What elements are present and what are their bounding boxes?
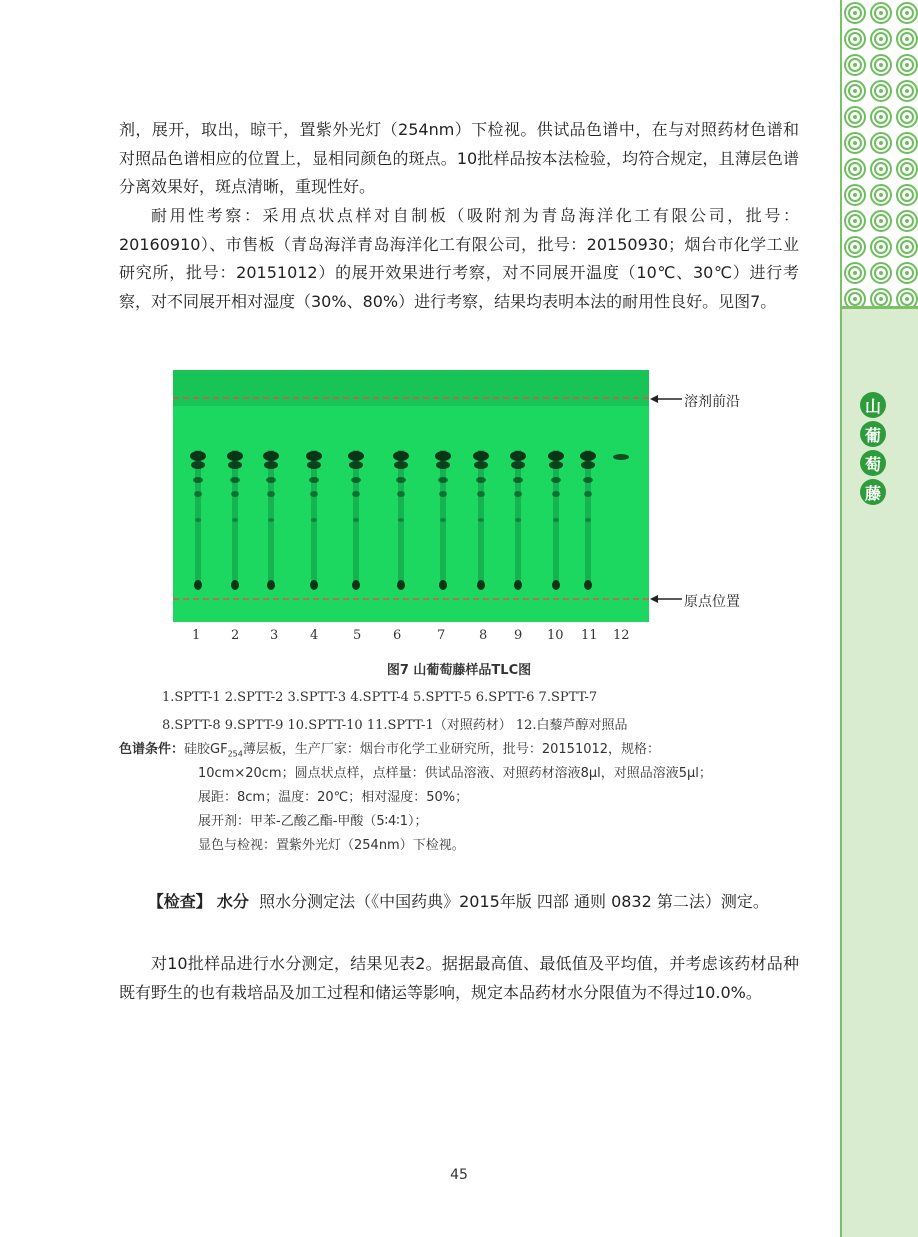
- tlc-spot: [439, 491, 447, 497]
- check-heading: 【检查】: [147, 892, 212, 911]
- lane-number: 8: [479, 628, 488, 643]
- check-paragraph: [119, 888, 799, 917]
- tlc-spot: [349, 461, 363, 469]
- lane-number: 3: [270, 628, 279, 643]
- sample-legend-line: 1.SPTT-1 2.SPTT-2 3.SPTT-3 4.SPTT-4 5.SPTT-5 6.SPTT-6 7.SPTT-7: [162, 690, 598, 705]
- conditions-line: 展距：8cm；温度：20℃；相对湿度：50%；: [198, 790, 469, 805]
- tlc-spot: [263, 451, 279, 461]
- tlc-spot: [190, 451, 206, 461]
- tlc-spot: [310, 580, 318, 590]
- tlc-spot: [584, 491, 592, 497]
- lane-number: 4: [310, 628, 319, 643]
- lane-number: 9: [514, 628, 523, 643]
- tlc-spot: [548, 451, 564, 461]
- paragraph-2: 耐用性考察：采用点状点样对自制板（吸附剂为青岛海洋化工有限公司，批号：20160910）、市售板（青岛海洋青岛海洋化工有限公司，批号：20150930；烟台市化学工业研究所，批号：20151012）的展开效果进行考察，对不同展开温度（10℃、30℃）进行考察，对不同展开相对湿度（30%、80%）进行考察，结果均表明本法的耐用性良好。见图7。: [119, 206, 799, 311]
- tlc-spot: [549, 461, 563, 469]
- tlc-spot: [552, 491, 560, 497]
- lane-number: 7: [437, 628, 446, 643]
- tlc-spot: [268, 518, 274, 522]
- conditions-line: [119, 738, 660, 759]
- tlc-spot: [394, 461, 408, 469]
- band-divider: [842, 306, 918, 309]
- side-title-char: 藤: [860, 479, 886, 505]
- tlc-spot: [398, 518, 404, 522]
- lane-number: 2: [231, 628, 240, 643]
- page-number: 45: [450, 1167, 468, 1183]
- side-title: [860, 392, 890, 508]
- tlc-spot: [227, 451, 243, 461]
- side-title-char: 萄: [860, 450, 886, 476]
- tlc-spot: [231, 580, 239, 590]
- lane-number: 1: [192, 628, 201, 643]
- side-title-char: 山: [860, 392, 886, 418]
- tlc-spot: [191, 461, 205, 469]
- tlc-spot: [436, 461, 450, 469]
- tlc-spot: [267, 580, 275, 590]
- conditions-line: 显色与检视：置紫外光灯（254nm）下检视。: [198, 838, 465, 853]
- lane-number: 10: [547, 628, 564, 643]
- tlc-spot: [348, 451, 364, 461]
- tlc-spot: [584, 580, 592, 590]
- tlc-spot: [264, 461, 278, 469]
- tlc-spot: [551, 477, 561, 483]
- tlc-spot: [393, 451, 409, 461]
- lane-number: 6: [393, 628, 402, 643]
- tlc-spot: [310, 491, 318, 497]
- check-item: 水分: [216, 892, 249, 911]
- arrow-left-icon: [650, 592, 682, 606]
- lane-number: 12: [613, 628, 630, 643]
- tlc-spot: [580, 451, 596, 461]
- lane-number: 5: [353, 628, 362, 643]
- tlc-spot: [309, 477, 319, 483]
- conditions-subscript: 254: [227, 749, 243, 759]
- tlc-spot: [510, 451, 526, 461]
- reference-spot: [613, 454, 629, 460]
- tlc-spot: [438, 477, 448, 483]
- side-title-char: 葡: [860, 421, 886, 447]
- check-text: 照水分测定法（《中国药典》2015年版 四部 通则 0832 第二法）测定。: [259, 892, 769, 911]
- conditions-text: 薄层板，生产厂家：烟台市化学工业研究所，批号：20151012，规格：: [242, 742, 661, 757]
- tlc-spot: [473, 451, 489, 461]
- tlc-spot: [232, 518, 238, 522]
- tlc-spot: [476, 477, 486, 483]
- tlc-spot: [585, 518, 591, 522]
- tlc-spot: [306, 451, 322, 461]
- tlc-spot: [307, 461, 321, 469]
- tlc-spot: [477, 491, 485, 497]
- tlc-spot: [513, 477, 523, 483]
- tlc-spot: [193, 477, 203, 483]
- tlc-spot: [515, 518, 521, 522]
- tlc-spot: [553, 518, 559, 522]
- conditions-line: 10cm×20cm；圆点状点样，点样量：供试品溶液、对照药材溶液8μl，对照品溶液5μl；: [198, 766, 712, 781]
- tlc-spot: [478, 518, 484, 522]
- lane-number: 11: [581, 628, 598, 643]
- tlc-spot: [514, 491, 522, 497]
- cloud-pattern-decoration: [842, 0, 918, 308]
- tlc-spot: [514, 580, 522, 590]
- tlc-spot: [474, 461, 488, 469]
- tlc-spot: [266, 477, 276, 483]
- tlc-spot: [396, 477, 406, 483]
- origin-label: 原点位置: [684, 594, 740, 610]
- tlc-spot: [194, 580, 202, 590]
- tlc-spot: [228, 461, 242, 469]
- tlc-spot: [194, 491, 202, 497]
- tlc-spot: [231, 491, 239, 497]
- conditions-label: 色谱条件：: [119, 742, 185, 757]
- tlc-spot: [435, 451, 451, 461]
- tlc-spot: [352, 491, 360, 497]
- tlc-spot: [439, 580, 447, 590]
- tlc-spot: [267, 491, 275, 497]
- tlc-spot: [511, 461, 525, 469]
- solvent-front-label: 溶剂前沿: [684, 394, 740, 410]
- tlc-spot: [552, 580, 560, 590]
- figure-caption: 图7 山葡萄藤样品TLC图: [386, 663, 532, 678]
- moisture-paragraph: 对10批样品进行水分测定，结果见表2。据据最高值、最低值及平均值，并考虑该药材品种既有野生的也有栽培品及加工过程和储运等影响，规定本品药材水分限值为不得过10.0%。: [119, 954, 799, 1002]
- tlc-spot: [311, 518, 317, 522]
- conditions-line: 展开剂：甲苯-乙酸乙酯-甲酸（5∶4∶1）；: [198, 814, 428, 829]
- tlc-spot: [352, 580, 360, 590]
- paragraph-1: 剂，展开，取出，晾干，置紫外光灯（254nm）下检视。供试品色谱中，在与对照药材色谱和对照品色谱相应的位置上，显相同颜色的斑点。10批样品按本法检验，均符合规定，且薄层色谱分离效果好，斑点清晰，重现性好。: [119, 120, 799, 196]
- tlc-spot: [353, 518, 359, 522]
- tlc-spot: [195, 518, 201, 522]
- tlc-spot: [581, 461, 595, 469]
- tlc-spot: [440, 518, 446, 522]
- arrow-left-icon: [650, 392, 682, 406]
- conditions-text: 硅胶GF: [184, 742, 228, 757]
- tlc-spot: [397, 580, 405, 590]
- sample-legend-line: 8.SPTT-8 9.SPTT-9 10.SPTT-10 11.SPTT-1（对照药材） 12.白藜芦醇对照品: [162, 718, 628, 733]
- tlc-spot: [351, 477, 361, 483]
- tlc-spot: [583, 477, 593, 483]
- tlc-spot: [397, 491, 405, 497]
- side-band: [840, 0, 918, 1237]
- tlc-spot: [477, 580, 485, 590]
- tlc-spot: [230, 477, 240, 483]
- tlc-plate-image: [173, 370, 649, 622]
